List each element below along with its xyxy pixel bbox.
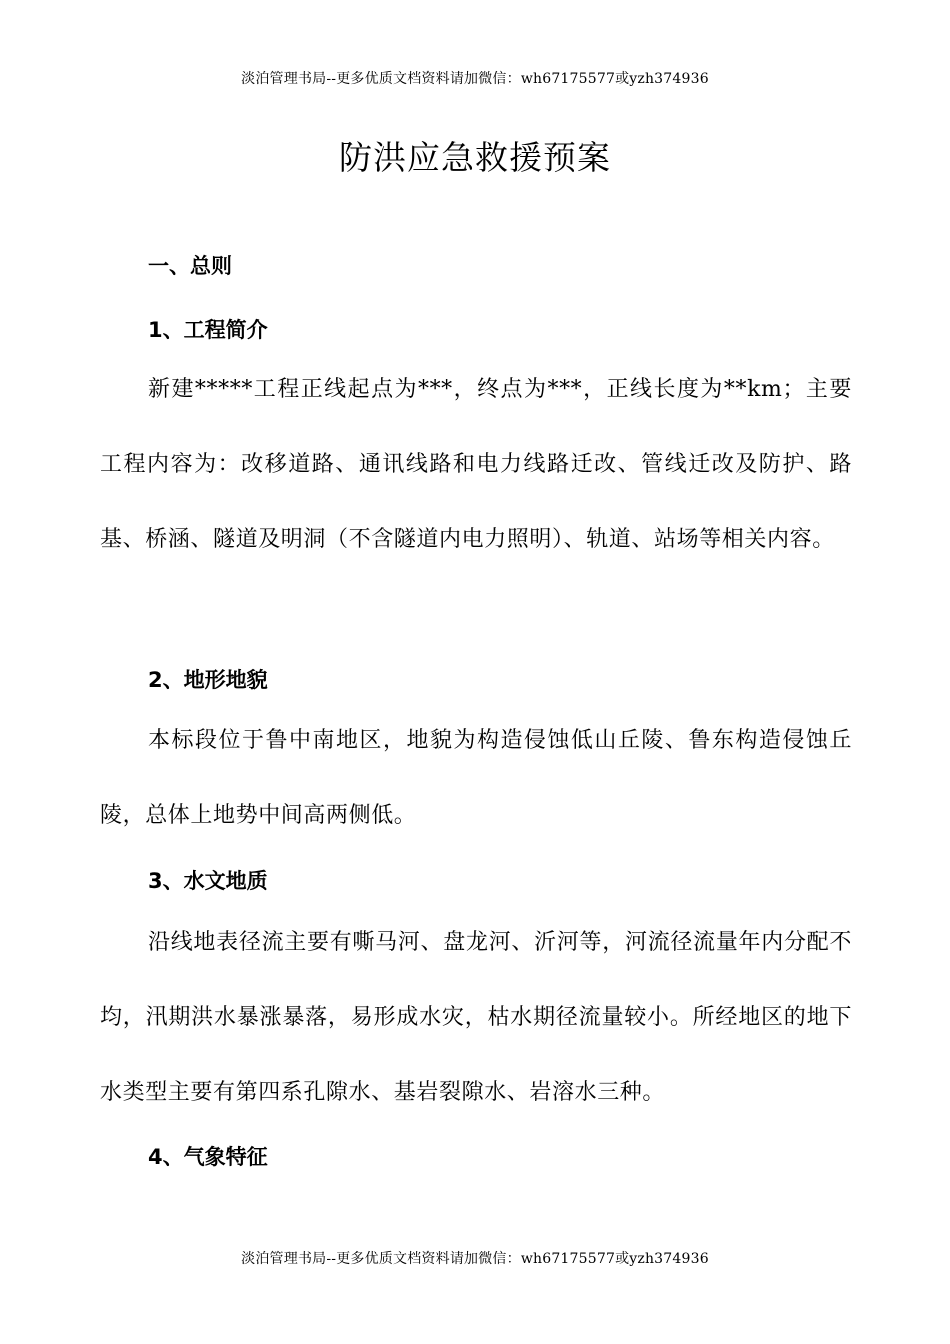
page-header: 淡泊管理书局--更多优质文档资料请加微信：wh67175577或yzh374936 (241, 71, 709, 87)
paragraph-terrain: 本标段位于鲁中南地区，地貌为构造侵蚀低山丘陵、鲁东构造侵蚀丘陵，总体上地势中间高两侧低。 (100, 728, 852, 828)
subsection-heading-project-overview: 1、工程简介 (148, 318, 268, 342)
paragraph-project-overview: 新建*****工程正线起点为***，终点为***，正线长度为**km；主要工程内容为：改移道路、通讯线路和电力线路迁改、管线迁改及防护、路基、桥涵、隧道及明洞（不含隧道内电力照明）、轨道、站场等相关内容。 (100, 377, 852, 552)
section-heading-general: 一、总则 (148, 254, 232, 278)
page-footer: 淡泊管理书局--更多优质文档资料请加微信：wh67175577或yzh374936 (241, 1251, 709, 1267)
paragraph-hydrogeology: 沿线地表径流主要有嘶马河、盘龙河、沂河等，河流径流量年内分配不均，汛期洪水暴涨暴落，易形成水灾，枯水期径流量较小。所经地区的地下水类型主要有第四系孔隙水、基岩裂隙水、岩溶水三种。 (100, 930, 852, 1105)
subsection-heading-hydrogeology: 3、水文地质 (148, 869, 268, 893)
subsection-heading-climate: 4、气象特征 (148, 1145, 268, 1169)
subsection-heading-terrain: 2、地形地貌 (148, 668, 268, 692)
document-title: 防洪应急救援预案 (339, 138, 611, 177)
